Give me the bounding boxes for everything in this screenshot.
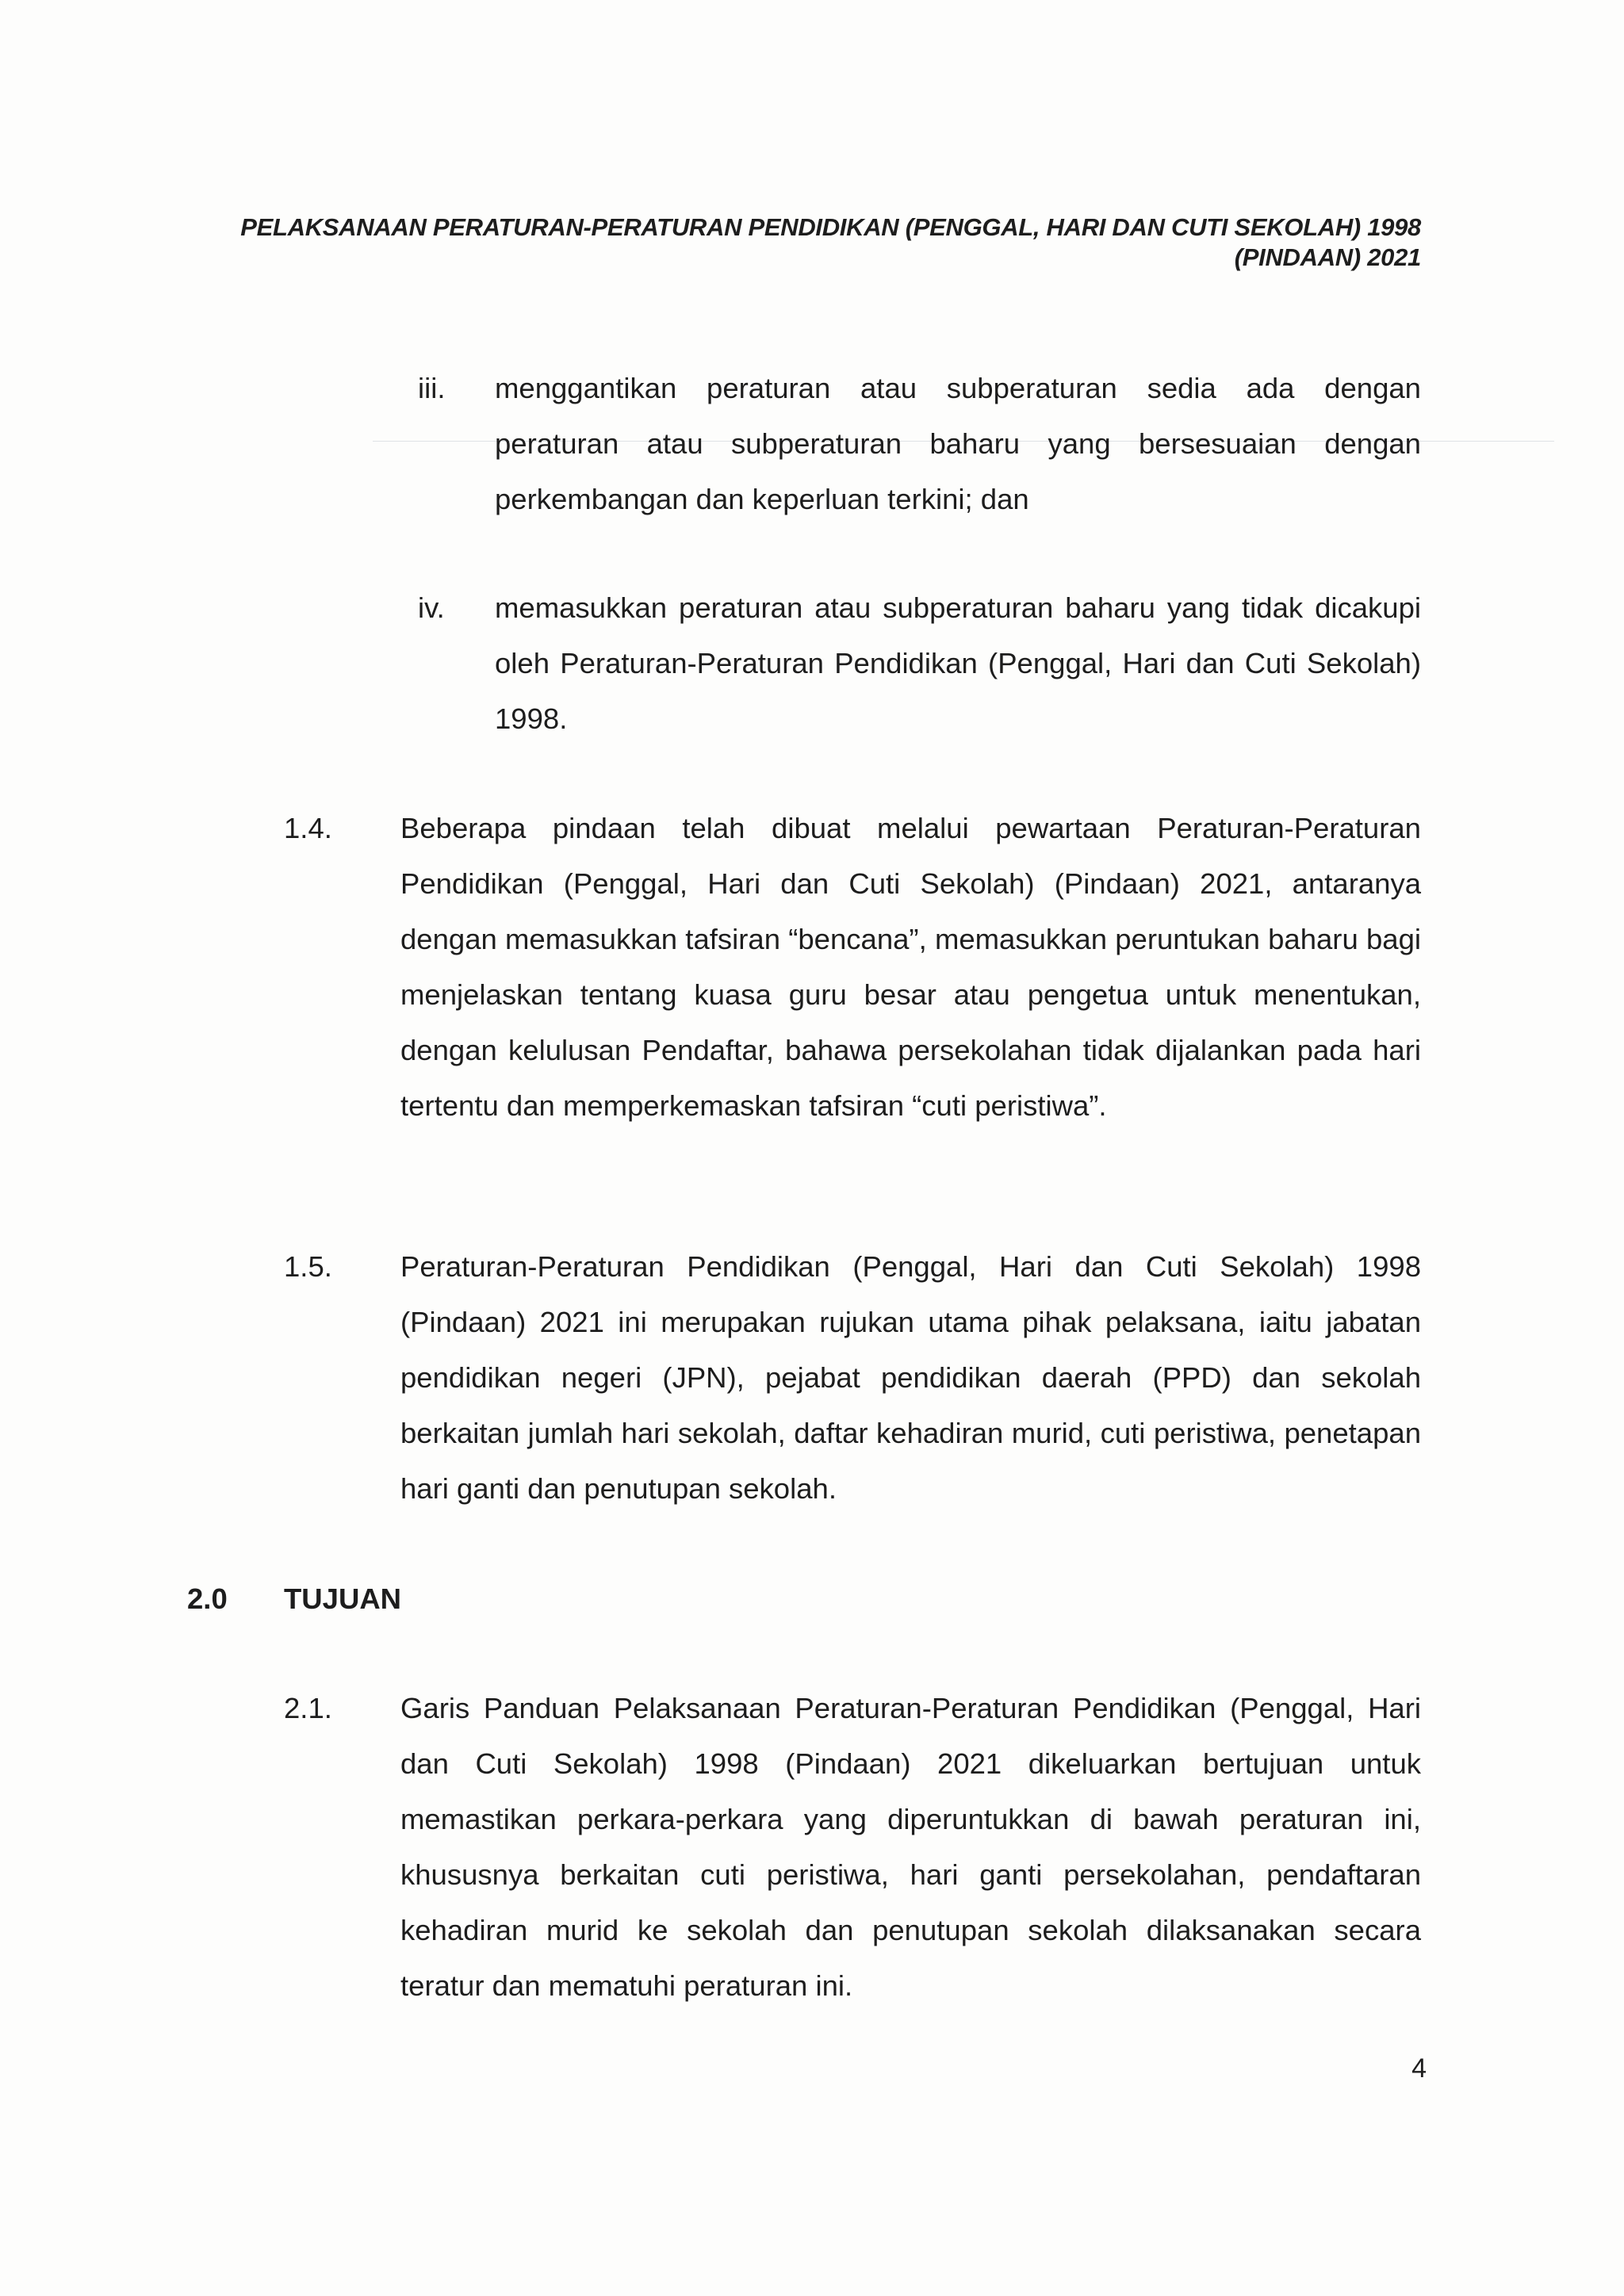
subitem-text: memasukkan peraturan atau subperaturan baharu yang tidak dicakupi oleh Peraturan-Peraturan Pendidikan (Penggal, Hari dan Cuti Sekolah) 1998. [495, 591, 1421, 735]
subitem-marker: iv. [418, 591, 445, 624]
paragraph-number: 2.1. [284, 1692, 332, 1724]
paragraph-2-1 [284, 1681, 1421, 2014]
subitem-text: menggantikan peraturan atau subperaturan sedia ada dengan peraturan atau subperaturan baharu yang bersesuaian dengan perkembangan dan keperluan terkini; dan [495, 372, 1421, 515]
header-line-2: (PINDAAN) 2021 [1234, 243, 1421, 271]
header-line-1: PELAKSANAAN PERATURAN-PERATURAN PENDIDIKAN (PENGGAL, HARI DAN CUTI SEKOLAH) 1998 [240, 213, 1421, 241]
page-header [238, 212, 1421, 273]
page-number: 4 [1411, 2053, 1427, 2084]
subitem-marker: iii. [418, 372, 446, 404]
paragraph-number: 1.4. [284, 812, 332, 844]
paragraph-1-4 [284, 801, 1421, 1134]
section-title: TUJUAN [284, 1582, 402, 1615]
paragraph-text: Beberapa pindaan telah dibuat melalui pewartaan Peraturan-Peraturan Pendidikan (Penggal, Hari dan Cuti Sekolah) (Pindaan) 2021, antaranya dengan memasukkan tafsiran “bencana”, memasukkan peruntukan baharu bagi menjelaskan tentang kuasa guru besar atau pengetua untuk menentukan, dengan kelulusan Pendaftar, bahawa persekolahan tidak dijalankan pada hari tertentu dan memperkemaskan tafsiran “cuti peristiwa”. [400, 812, 1421, 1122]
subitem-iii [418, 361, 1421, 527]
paragraph-number: 1.5. [284, 1250, 332, 1283]
paragraph-1-5 [284, 1239, 1421, 1517]
paragraph-text: Garis Panduan Pelaksanaan Peraturan-Peraturan Pendidikan (Penggal, Hari dan Cuti Sekolah) 1998 (Pindaan) 2021 dikeluarkan bertujuan untuk memastikan perkara-perkara yang diperuntukkan di bawah peraturan ini, khususnya berkaitan cuti peristiwa, hari ganti persekolahan, pendaftaran kehadiran murid ke sekolah dan penutupan sekolah dilaksanakan secara teratur dan mematuhi peraturan ini. [400, 1692, 1421, 2002]
section-number: 2.0 [187, 1582, 228, 1615]
subitem-iv [418, 580, 1421, 747]
section-heading [187, 1579, 401, 1619]
paragraph-text: Peraturan-Peraturan Pendidikan (Penggal, Hari dan Cuti Sekolah) 1998 (Pindaan) 2021 ini merupakan rujukan utama pihak pelaksana, iaitu jabatan pendidikan negeri (JPN), pejabat pendidikan daerah (PPD) dan sekolah berkaitan jumlah hari sekolah, daftar kehadiran murid, cuti peristiwa, penetapan hari ganti dan penutupan sekolah. [400, 1250, 1421, 1505]
